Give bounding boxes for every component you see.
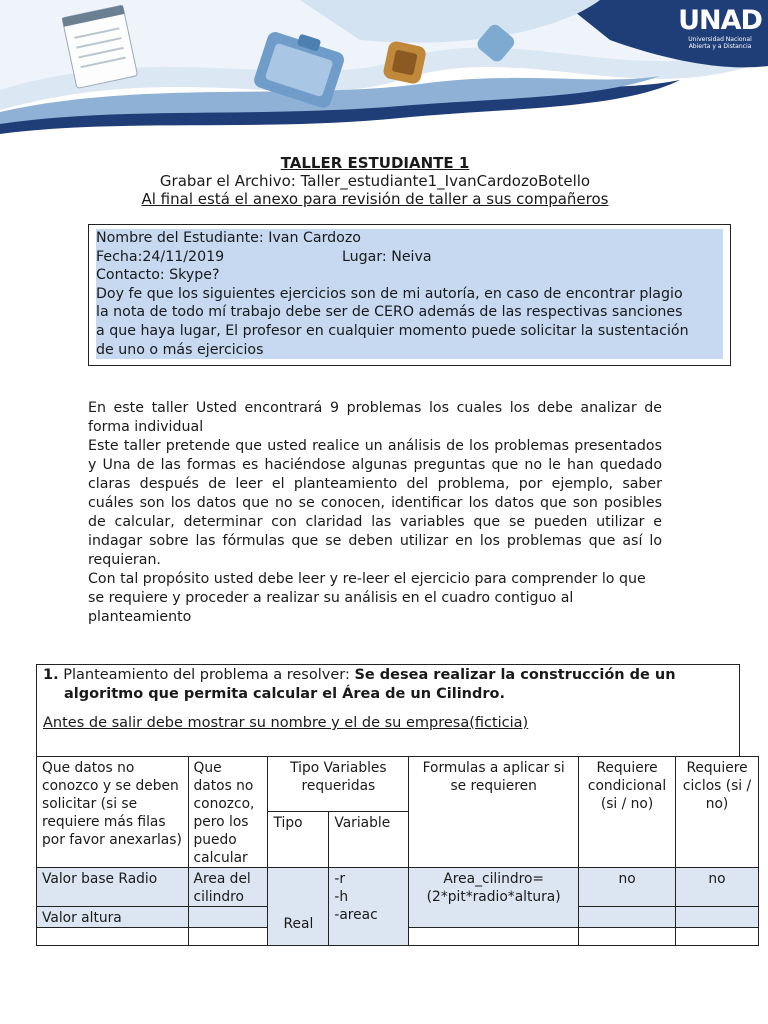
intro-paragraph-2: Este taller pretende que usted realice un análisis de los problemas presentados y Una de las formas es haciéndose algunas preguntas que no le han quedado claras después de leer el planteamiento del problema, por ejemplo, saber cuáles son los datos que no se conocen, identificar los datos que son posibles de calcular, determinar con claridad las variables que se pueden utilizar e indagar sobre las fórmulas que se deben utilizar en los problemas que así lo requieran. bbox=[88, 438, 662, 568]
cell-cycles: no bbox=[676, 868, 759, 907]
cell-variables bbox=[329, 868, 409, 946]
cell-conditional-2 bbox=[579, 907, 676, 928]
var-h: -h bbox=[334, 889, 349, 905]
banner-artwork bbox=[0, 0, 768, 140]
problem-number: 1. bbox=[43, 667, 59, 683]
file-name-line: Grabar el Archivo: Taller_estudiante1_IvanCardozoBotello bbox=[159, 172, 591, 190]
student-place: Lugar: Neiva bbox=[342, 248, 432, 265]
cell-computable-3 bbox=[188, 928, 268, 946]
document-heading bbox=[0, 154, 750, 208]
declaration-line-1: Doy fe que los siguientes ejercicios son de mi autoría, en caso de encontrar plagio bbox=[96, 285, 723, 304]
header-computable: Que datos no conozco, pero los puedo calcular bbox=[188, 757, 268, 868]
table-row bbox=[37, 868, 759, 907]
date-place-row bbox=[96, 248, 723, 267]
cell-cycles-3 bbox=[676, 928, 759, 946]
intro-paragraph-3: Con tal propósito usted debe leer y re-leer el ejercicio para comprender lo que se requiere y proceder a realizar su análisis en el cuadro contiguo al planteamiento bbox=[88, 571, 646, 625]
cell-unknown-2: Valor altura bbox=[37, 907, 189, 928]
cell-unknown-1: Valor base Radio bbox=[37, 868, 189, 907]
declaration-line-4: de uno o más ejercicios bbox=[96, 341, 723, 360]
cell-unknown-3 bbox=[37, 928, 189, 946]
student-date: Fecha:24/11/2019 bbox=[96, 248, 225, 265]
cell-conditional-3 bbox=[579, 928, 676, 946]
header-type: Tipo bbox=[268, 812, 329, 868]
unad-logo bbox=[676, 6, 764, 58]
cell-computable-1: Area del cilindro bbox=[188, 868, 268, 907]
problem-lead: Planteamiento del problema a resolver: bbox=[63, 667, 350, 683]
logo-mark: UNAD bbox=[678, 5, 762, 36]
intro-paragraph-1: En este taller Usted encontrará 9 problemas los cuales los debe analizar de forma individual bbox=[88, 400, 662, 435]
problem-note: Antes de salir debe mostrar su nombre y el de su empresa(ficticia) bbox=[43, 715, 529, 731]
var-areac: -areac bbox=[334, 907, 378, 923]
problem-statement-box bbox=[36, 664, 740, 756]
declaration-line-3: a que haya lugar, El profesor en cualquier momento puede solicitar la sustentación bbox=[96, 322, 723, 341]
table-header-row bbox=[37, 757, 759, 812]
var-r: -r bbox=[334, 871, 345, 887]
problem-statement-1: Se desea realizar la construcción de un bbox=[354, 667, 676, 683]
header-formulas: Formulas a aplicar si se requieren bbox=[409, 757, 579, 868]
cell-formula bbox=[409, 868, 579, 928]
header-conditional: Requiere condicional (si / no) bbox=[579, 757, 676, 868]
header-unknown: Que datos no conozco y se deben solicitar (si se requiere más filas por favor anexarlas) bbox=[37, 757, 189, 868]
problem-statement-2: algoritmo que permita calcular el Área de un Cilindro. bbox=[64, 686, 506, 702]
cell-formula-3 bbox=[409, 928, 579, 946]
cell-cycles-2 bbox=[676, 907, 759, 928]
student-contact: Contacto: Skype? bbox=[96, 266, 723, 285]
student-name: Nombre del Estudiante: Ivan Cardozo bbox=[96, 229, 723, 248]
student-info-box bbox=[88, 224, 731, 366]
document-title: TALLER ESTUDIANTE 1 bbox=[280, 154, 470, 172]
intro-text bbox=[88, 399, 662, 627]
cell-type: Real bbox=[268, 868, 329, 946]
header-banner bbox=[0, 0, 768, 140]
header-variable: Variable bbox=[329, 812, 409, 868]
cell-conditional: no bbox=[579, 868, 676, 907]
analysis-table bbox=[36, 756, 759, 946]
book-icon bbox=[382, 40, 427, 85]
formula-line-1: Area_cilindro= bbox=[443, 871, 544, 887]
annex-note: Al final está el anexo para revisión de taller a sus compañeros bbox=[141, 190, 609, 208]
declaration-line-2: la nota de todo mí trabajo debe ser de CERO además de las respectivas sanciones bbox=[96, 303, 723, 322]
formula-line-2: (2*pit*radio*altura) bbox=[426, 889, 561, 905]
cell-computable-2 bbox=[188, 907, 268, 928]
logo-subtitle-1: Universidad Nacional bbox=[688, 36, 752, 43]
header-cycles: Requiere ciclos (si / no) bbox=[676, 757, 759, 868]
header-types: Tipo Variables requeridas bbox=[268, 757, 409, 812]
logo-subtitle-2: Abierta y a Distancia bbox=[688, 43, 752, 50]
